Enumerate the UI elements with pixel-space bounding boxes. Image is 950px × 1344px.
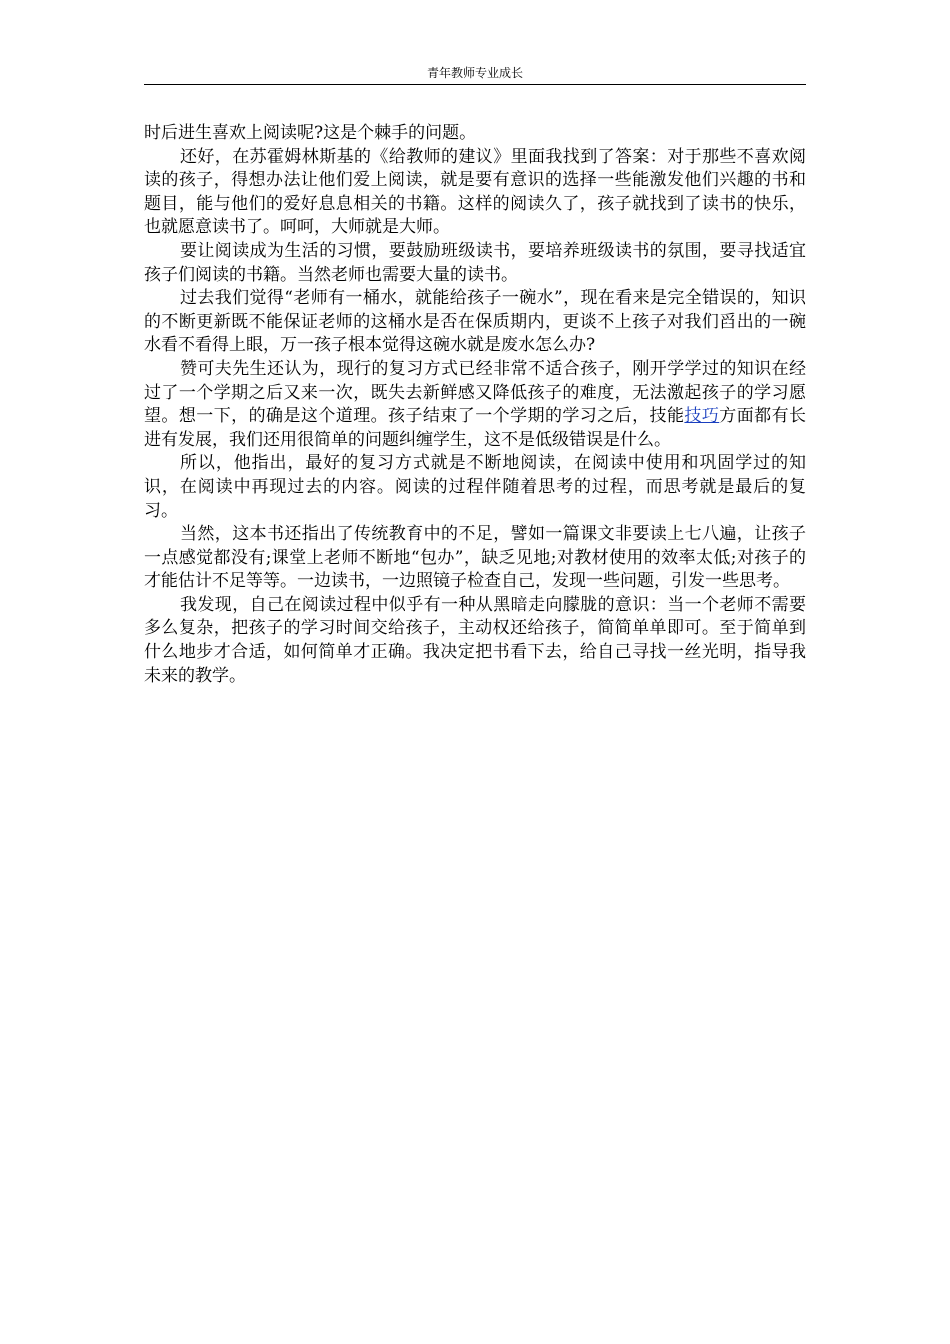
document-body bbox=[144, 122, 806, 688]
paragraph-with-link bbox=[144, 358, 806, 452]
paragraph: 过去我们觉得“老师有一桶水，就能给孩子一碗水”，现在看来是完全错误的，知识的不断更新既不能保证老师的这桶水是否在保质期内，更谈不上孩子对我们舀出的一碗水看不看得上眼，万一孩子根本觉得这碗水就是废水怎么办? bbox=[144, 288, 806, 356]
paragraph: 所以，他指出，最好的复习方式就是不断地阅读，在阅读中使用和巩固学过的知识，在阅读中再现过去的内容。阅读的过程伴随着思考的过程，而思考就是最后的复习。 bbox=[144, 453, 806, 521]
paragraph: 当然，这本书还指出了传统教育中的不足，譬如一篇课文非要读上七八遍，让孩子一点感觉都没有;课堂上老师不断地“包办”，缺乏见地;对教材使用的效率太低;对孩子的才能估计不足等等。一边读书，一边照镜子检查自己，发现一些问题，引发一些思考。 bbox=[144, 524, 806, 592]
paragraph-continued: 时后进生喜欢上阅读呢?这是个棘手的问题。 bbox=[144, 123, 477, 143]
page-header bbox=[144, 64, 806, 85]
paragraph: 要让阅读成为生活的习惯，要鼓励班级读书，要培养班级读书的氛围，要寻找适宜孩子们阅读的书籍。当然老师也需要大量的读书。 bbox=[144, 240, 806, 285]
paragraph-text-before-link: 赞可夫先生还认为，现行的复习方式已经非常不适合孩子，刚开学学过的知识在经过了一个学期之后又来一次，既失去新鲜感又降低孩子的难度，无法激起孩子的学习愿望。想一下，的确是这个道理。孩子结束了一个学期的学习之后，技能 bbox=[144, 358, 806, 427]
paragraph-text-after-link: 方面都有长进有发展，我们还用很简单的问题纠缠学生，这不是低级错误是什么。 bbox=[144, 406, 807, 450]
skill-link[interactable]: 技巧 bbox=[684, 406, 720, 427]
paragraph: 还好，在苏霍姆林斯基的《给教师的建议》里面我找到了答案：对于那些不喜欢阅读的孩子，得想办法让他们爱上阅读，就是要有意识的选择一些能激发他们兴趣的书和题目，能与他们的爱好息息相关的书籍。这样的阅读久了，孩子就找到了读书的快乐，也就愿意读书了。呵呵，大师就是大师。 bbox=[144, 146, 806, 238]
header-title: 青年教师专业成长 bbox=[426, 66, 523, 80]
paragraph: 我发现，自己在阅读过程中似乎有一种从黑暗走向朦胧的意识：当一个老师不需要多么复杂，把孩子的学习时间交给孩子，主动权还给孩子，简简单单即可。至于简单到什么地步才合适，如何简单才正确。我决定把书看下去，给自己寻找一丝光明，指导我未来的教学。 bbox=[144, 594, 806, 686]
